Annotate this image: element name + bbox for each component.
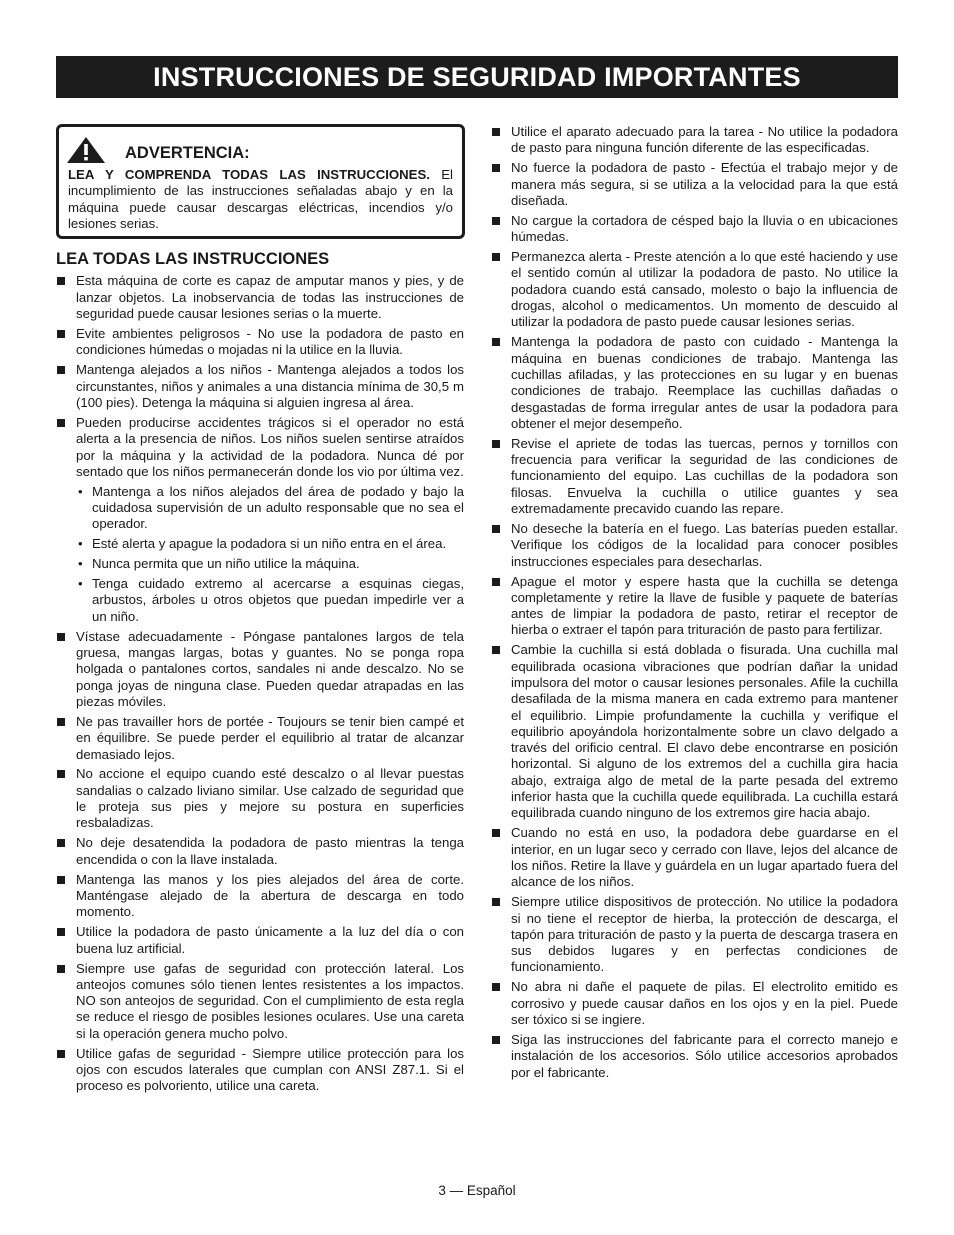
list-item: Vístase adecuadamente - Póngase pantalones largos de tela gruesa, mangas largas, botas y guantes. No se ponga ropa holgada o pantalones cortos, sandales ni ande descalzo. No se ponga joyas de ninguna clase. Pueden quedar atrapadas en las piezas móviles. (56, 629, 464, 710)
list-item: Mantenga la podadora de pasto con cuidado - Mantenga la máquina en buenas condiciones de trabajo. Mantenga las cuchillas afiladas, y las protecciones en su lugar y en buenas condiciones de trabajo. Reemplace las cuchillas dañadas o desgastadas de forma irregular antes de usar la podadora para obtener el mejor desempeño. (491, 334, 898, 432)
list-item: Evite ambientes peligrosos - No use la podadora de pasto en condiciones húmedas o mojadas ni la utilice en la lluvia. (56, 326, 464, 359)
sub-list-item: • Tenga cuidado extremo al acercarse a esquinas ciegas, arbustos, árboles u otros objetos que puedan impedirle ver a un niño. (76, 576, 464, 625)
warning-triangle-icon (65, 135, 107, 165)
list-item: No accione el equipo cuando esté descalzo o al llevar puestas sandalias o calzado liviano similar. Use calzado de seguridad que le proteja sus pies y mejore su postura en superficies resbaladizas. (56, 766, 464, 831)
warning-body: El incumplimiento de las instrucciones señaladas abajo y en la máquina puede causar descargas eléctricas, incendios y/o lesiones serias. (68, 167, 453, 231)
left-instruction-list (56, 273, 464, 1094)
right-instruction-list (491, 124, 898, 1081)
warning-label: ADVERTENCIA: (125, 143, 250, 162)
list-item: Siempre use gafas de seguridad con protección lateral. Los anteojos comunes sólo tienen lentes resistentes a los impactos. NO son anteojos de seguridad. Con el cumplimiento de esta regla se reduce el riesgo de posibles lesiones oculares. Use una careta si la operación genera mucho polvo. (56, 961, 464, 1042)
list-item: No fuerce la podadora de pasto - Efectúa el trabajo mejor y de manera más segura, si se utiliza a la velocidad para la que está diseñada. (491, 160, 898, 209)
sub-list-item: • Esté alerta y apague la podadora si un niño entra en el área. (76, 536, 464, 552)
list-item: No deseche la batería en el fuego. Las baterías pueden estallar. Verifique los códigos de la localidad para conocer posibles instrucciones especiales para desecharlas. (491, 521, 898, 570)
list-item: Utilice el aparato adecuado para la tarea - No utilice la podadora de pasto para ninguna función diferente de las especificadas. (491, 124, 898, 157)
list-item: No deje desatendida la podadora de pasto mientras la tenga encendida o con la llave instalada. (56, 835, 464, 868)
right-column (491, 124, 898, 1085)
list-item: Utilice la podadora de pasto únicamente a la luz del día o con buena luz artificial. (56, 924, 464, 957)
list-item: No abra ni dañe el paquete de pilas. El electrolito emitido es corrosivo y puede causar daños en los ojos y en la piel. Puede ser tóxico si se ingiere. (491, 979, 898, 1028)
list-item: Cambie la cuchilla si está doblada o fisurada. Una cuchilla mal equilibrada ocasiona vibraciones que podrían dañar la unidad impulsora del motor o causar lesiones personales. Afile la cuchilla desafilada de la misma manera en cada extremo para mantener el equilibrio. Limpie profundamente la cuchilla y verifique el equilibrio apoyándola horizontalmente sobre un clavo delgado a través del orificio central. El clavo debe encontrarse en posición horizontal. Si alguno de los extremos del a cuchilla gira hacia abajo, extraiga algo de metal de la parte pesada del extremo inferior hasta que la cuchilla quede equilibrada. La cuchilla estará equilibrada cuando ninguno de los extremos gire hacia abajo. (491, 642, 898, 821)
list-item: Esta máquina de corte es capaz de amputar manos y pies, y de lanzar objetos. La inobservancia de todas las instrucciones de seguridad puede causar lesiones serias o la muerte. (56, 273, 464, 322)
list-item-text: Pueden producirse accidentes trágicos si el operador no está alerta a la presencia de niños. Los niños suelen sentirse atraídos por la máquina y la actividad de la podadora. Nunca dé por sentado que los niños permanecerán donde los vio por última vez. (76, 414, 464, 479)
list-item: Revise el apriete de todas las tuercas, pernos y tornillos con frecuencia para verificar la seguridad de las condiciones de funcionamiento del equipo. Las cuchillas de la podadora son filosas. Envuelva la cuchilla o utilice guantes y sea extremadamente precavido cuando las repare. (491, 436, 898, 517)
warning-text (68, 167, 453, 232)
sub-list-item: • Mantenga a los niños alejados del área de podado y bajo la cuidadosa supervisión de un adulto responsable que no sea el operador. (76, 484, 464, 533)
section-heading: LEA TODAS LAS INSTRUCCIONES (56, 250, 330, 269)
list-item: Utilice gafas de seguridad - Siempre utilice protección para los ojos con escudos laterales que cumplan con ANSI Z87.1. Si el proceso es polvoriento, utilice una careta. (56, 1046, 464, 1095)
warning-header (68, 135, 453, 165)
list-item: Permanezca alerta - Preste atención a lo que esté haciendo y use el sentido común al utilizar la podadora de pasto. No utilice la podadora cuando está cansado, molesto o bajo la influencia de drogas, alcohol o medicamentos. Un momento de descuido al utilizar la podadora de pasto puede causar lesiones serias. (491, 249, 898, 330)
list-item: Cuando no está en uso, la podadora debe guardarse en el interior, en un lugar seco y cerrado con llave, lejos del alcance de los niños. Retire la llave y guárdela en un lugar apartado fuera del alcance de los niños. (491, 825, 898, 890)
left-column (56, 124, 464, 1098)
list-item: No cargue la cortadora de césped bajo la lluvia o en ubicaciones húmedas. (491, 213, 898, 246)
children-sublist (76, 484, 464, 625)
list-item-children (56, 415, 464, 625)
page-title: INSTRUCCIONES DE SEGURIDAD IMPORTANTES (56, 56, 898, 98)
list-item: Siga las instrucciones del fabricante para el correcto manejo e instalación de los accesorios. Sólo utilice accesorios aprobados por el fabricante. (491, 1032, 898, 1081)
sub-list-item: • Nunca permita que un niño utilice la máquina. (76, 556, 464, 572)
warning-bold-lead: LEA Y COMPRENDA TODAS LAS INSTRUCCIONES. (68, 167, 430, 182)
list-item: Apague el motor y espere hasta que la cuchilla se detenga completamente y retire la llave de fusible y paquete de baterías antes de limpiar la podadora de pasto, retirar el receptor de hierba o extraer el tapón para trituración de pasto para fertilizar. (491, 574, 898, 639)
warning-box (56, 124, 465, 239)
page-footer: 3 — Español (438, 1183, 516, 1198)
list-item: Ne pas travailler hors de portée - Toujours se tenir bien campé et en équilibre. Se puede perder el equilibrio al tratar de alcanzar demasiado lejos. (56, 714, 464, 763)
list-item: Mantenga las manos y los pies alejados del área de corte. Manténgase alejado de la abertura de descarga en todo momento. (56, 872, 464, 921)
list-item: Siempre utilice dispositivos de protección. No utilice la podadora si no tiene el receptor de hierba, la protección de descarga, el tapón para trituración de pasto y la puerta de descarga trasera en sus debidos lugares y en perfectas condiciones de funcionamiento. (491, 894, 898, 975)
list-item: Mantenga alejados a los niños - Mantenga alejados a todos los circunstantes, niños y animales a una distancia mínima de 30,5 m (100 pies). Detenga la máquina si alguien ingresa al área. (56, 362, 464, 411)
